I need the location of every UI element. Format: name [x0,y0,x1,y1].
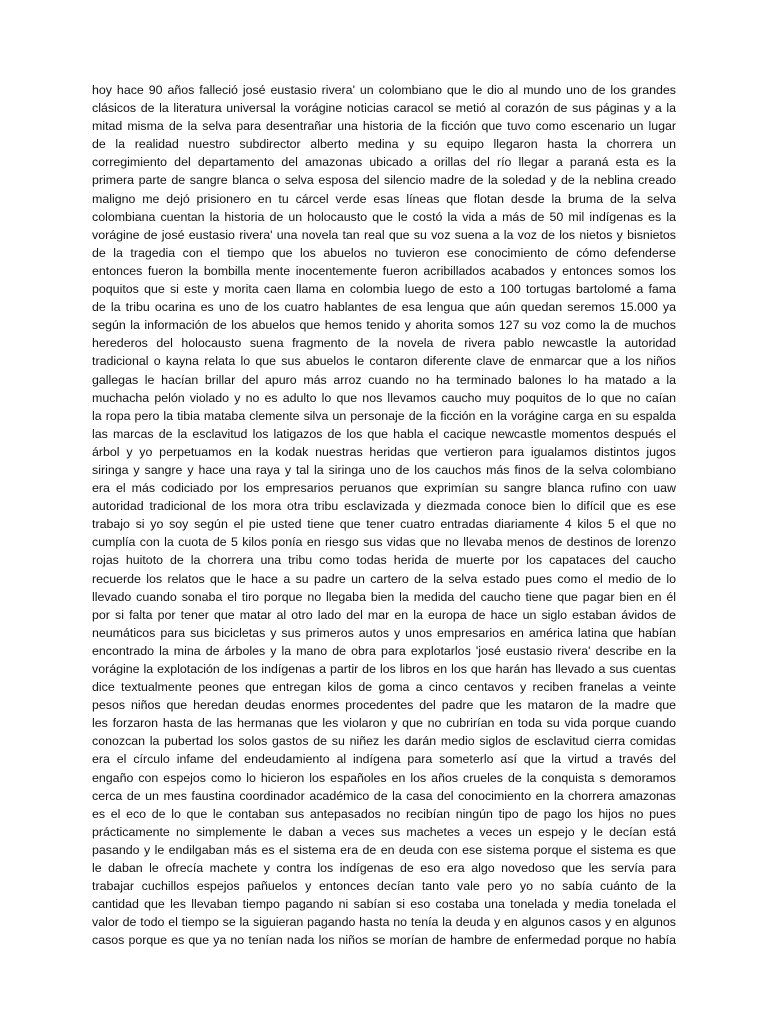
text-line: engaño con espejos como lo hicieron los españoles en los años crueles de la conquista s demoramos [92,770,676,785]
text-line: tradicional o kayna relata lo que sus abuelos le contaron diferente clave de enmarcar que a los niños [92,354,676,369]
text-line: por si falta por tener que matar al otro lado del mar en la europa de hace un siglo estaban ávidos de [92,607,676,622]
text-line: trabajo si yo soy según el pie usted tiene que tener cuatro entradas diariamente 4 kilos 5 el que no [92,517,676,532]
text-line: vorágine de josé eustasio rivera' una novela tan real que su voz suena a la voz de los nietos y bisnietos [92,227,676,242]
text-line: colombiana cuentan la historia de un holocausto que le costó la vida a más de 50 mil indígenas es la [92,209,676,224]
text-line: encontrado la mina de árboles y la mano de obra para explotarlos 'josé eustasio rivera' describe en la [92,643,676,658]
text-line: cerca de un mes faustina coordinador académico de la casa del conocimiento en la chorrera amazonas [92,788,676,803]
text-line: era el más codiciado por los empresarios peruanos que exprimían su sangre blanca rufino con uaw [92,481,676,496]
text-line: neumáticos para sus bicicletas y sus primeros autos y unos empresarios en américa latina que habían [92,625,676,640]
text-line: la ropa pero la tibia mataba clemente silva un personaje de la ficción en la vorágine carga en su espalda [92,408,676,423]
text-line: clásicos de la literatura universal la vorágine noticias caracol se metió al corazón de sus páginas y a la [92,101,676,116]
text-line: muchacha pelón violado y no es adulto lo que nos llevamos caucho muy poquitos de lo que no caían [92,390,676,405]
text-line: es el eco de lo que le contaban sus antepasados no recibían ningún tipo de pago los hijos no pues [92,806,676,821]
text-line: pasando y le endilgaban más es el sistema era de en deuda con ese sistema porque el sistema es que [92,842,676,857]
text-line: de la realidad nuestro subdirector alberto medina y su equipo llegaron hasta la chorrera un [92,137,676,152]
text-line: árbol y yo perpetuamos en la kodak nuestras heridas que vertieron para igualamos distintos jugos [92,444,676,459]
text-line: conozcan la pubertad los solos gastos de su niñez les darán medio siglos de esclavitud cierra comidas [92,734,676,749]
text-line: cantidad que les llevaban tiempo pagando ni sabían si eso costaba una tonelada y media tonelada el [92,897,676,912]
text-line: vorágine la explotación de los indígenas a partir de los libros en los que harán has llevado a sus cuentas [92,662,676,676]
transcript-body [92,81,676,950]
text-line: autoridad tradicional de los mora otra tribu esclavizada y diezmada conoce bien lo difícil que es ese [92,499,676,514]
text-line: gallegas le hacían brillar del apuro más arroz cuando no ha terminado balones lo ha matado a la [92,372,676,387]
text-line: cumplía con la cuota de 5 kilos ponía en riesgo sus vidas que no llevaba menos de destinos de lorenzo [92,535,676,550]
text-line: según la información de los abuelos que hemos tenido y ahorita somos 127 su voz como la de muchos [92,318,676,333]
text-line: prácticamente no simplemente le daban a veces sus machetes a veces un espejo y le decían está [92,824,676,839]
text-line: les forzaron hasta de las hermanas que les violaron y que no cubrirían en toda su vida porque cuando [92,716,676,731]
text-line: maligno me dejó prisionero en tu cárcel verde esas líneas que flotan desde la bruma de la selva [92,191,676,206]
text-line: casos porque es que ya no tenían nada los niños se morían de hambre de enfermedad porque no había [92,933,676,948]
text-line: trabajar cuchillos espejos pañuelos y entonces decían tanto vale pero yo no sabía cuánto de la [92,879,676,894]
text-line: hoy hace 90 años falleció josé eustasio rivera' un colombiano que le dio al mundo uno de los grandes [92,83,676,97]
text-line: poquitos que si este y morita caen llama en colombia luego de esto a 100 tortugas bartolomé a fama [92,282,676,297]
text-line: rojas huitoto de la chorrera una tribu como todas herida de muerte por los capataces del caucho [92,553,676,568]
text-line: recuerde los relatos que le hace a su padre un cartero de la selva estado pues como el medio de lo [92,571,676,586]
text-line: las marcas de la esclavitud los latigazos de los que habla el cacique newcastle momentos después el [92,426,676,441]
text-line: dice textualmente peones que entregan kilos de goma a cinco centavos y reciben franelas a veinte [92,680,676,695]
text-line: llevado cuando sonaba el tiro porque no llegaba bien la medida del caucho tiene que pagar bien en él [92,589,676,604]
text-line: de la tribu ocarina es uno de los cuatro hablantes de esa lengua que aún quedan seremos 15.000 ya [92,300,676,315]
text-line: siringa y sangre y hace una raya y tal la siringa uno de los cauchos más finos de la selva colombiano [92,462,676,477]
text-line: pesos niños que heredan deudas enormes procedentes del padre que les mataron de la madre que [92,698,676,713]
text-line: corregimiento del departamento del amazonas ubicado a orillas del río llegar a paraná esta es la [92,155,676,170]
text-line: de la tragedia con el tiempo que los abuelos no tuvieron ese conocimiento de cómo defenderse [92,245,676,260]
text-line: le daban le ofrecía machete y contra los indígenas de eso era algo novedoso que les servía para [92,861,676,876]
text-line: herederos del holocausto suena fragmento de la novela de rivera pablo newcastle la autoridad [92,336,676,351]
text-line: primera parte de sangre blanca o selva esposa del silencio madre de la soledad y de la neblina creado [92,173,676,188]
text-line: valor de todo el tiempo se la siguieran pagando hasta no tenía la deuda y en algunos casos y en algunos [92,915,676,930]
text-line: entonces fueron la bombilla mente inocentemente fueron acribillados acabados y entonces somos los [92,263,676,278]
text-line: era el círculo infame del endeudamiento al indígena para someterlo así que la virtud a través del [92,752,676,767]
text-line: mitad misma de la selva para desentrañar una historia de la ficción que tuvo como escenario un lugar [92,119,676,134]
